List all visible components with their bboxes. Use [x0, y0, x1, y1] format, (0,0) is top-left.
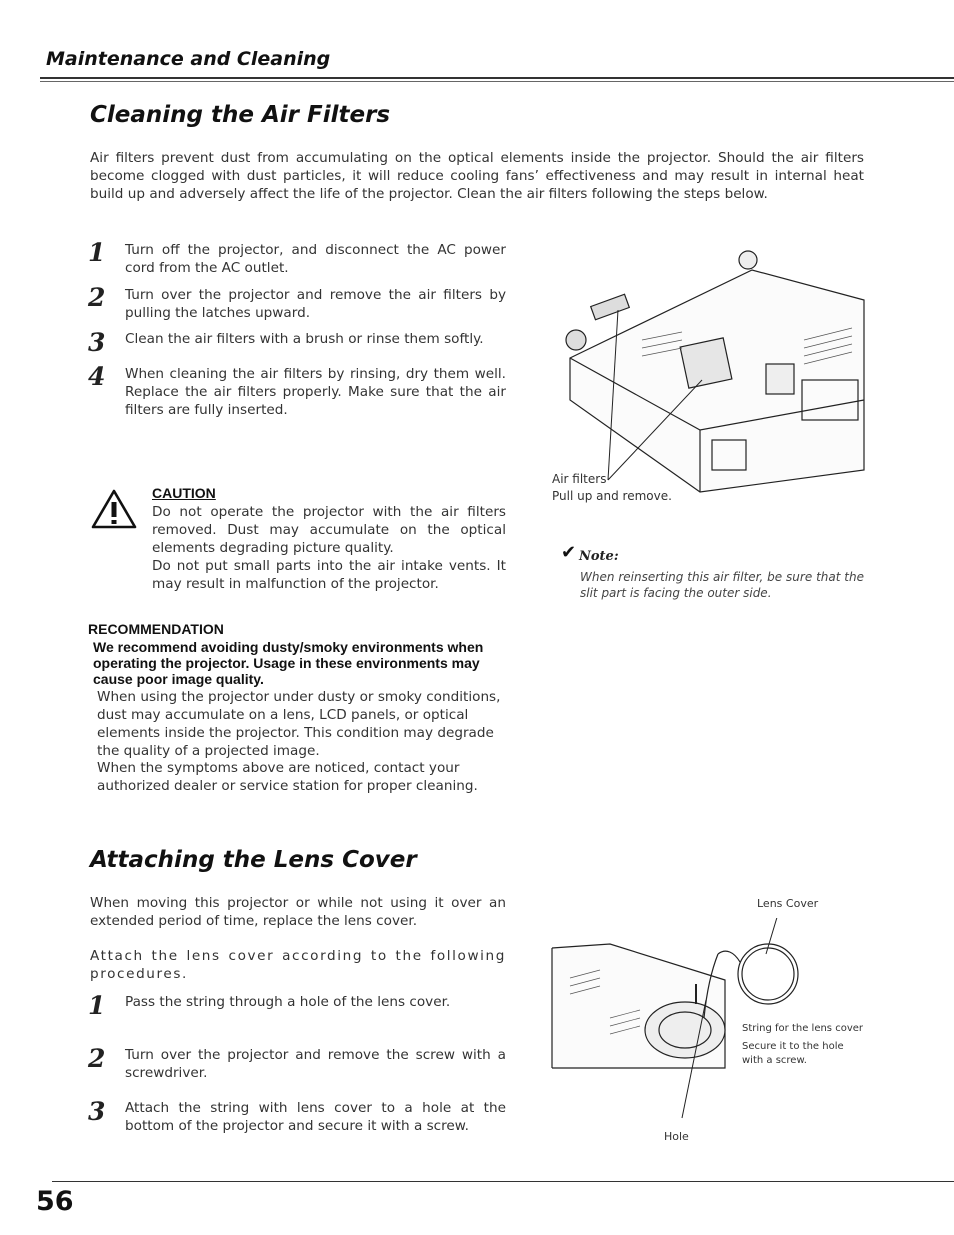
lens-intro: Attach the lens cover according to the following procedures.	[90, 948, 506, 982]
recommendation-text: When using the projector under dusty or smoky conditions, dust may accumulate on a lens, LCD panels, or optical elements inside the projector. This condition may degrade the quality of a projected image.	[97, 689, 501, 759]
lens-intro: When moving this projector or while not using it over an extended period of time, replace the lens cover.	[90, 895, 506, 929]
label-string: String for the lens cover	[742, 1023, 863, 1034]
step-text: Clean the air filters with a brush or rinse them softly.	[125, 331, 484, 347]
step-number: 2	[88, 283, 106, 312]
page-number: 56	[36, 1186, 74, 1217]
recommendation-bold: We recommend avoiding dusty/smoky environments when operating the projector. Usage in these environments may cause poor image quality.	[93, 639, 484, 687]
label-secure: Secure it to the hole with a screw.	[742, 1041, 844, 1066]
step-number: 4	[88, 362, 106, 391]
recommendation-label: RECOMMENDATION	[88, 621, 224, 637]
warning-triangle-icon	[90, 488, 138, 530]
footer-rule	[52, 1181, 954, 1182]
step-number: 2	[88, 1044, 106, 1073]
step-number: 3	[88, 1097, 106, 1126]
lens-title: Attaching the Lens Cover	[90, 847, 417, 873]
filters-intro: Air filters prevent dust from accumulating on the optical elements inside the projector. Should the air filters become clogged with dust particles, it will reduce cooling fans’ effectiveness and may result in internal heat build up and adversely affect the life of the projector. Clean the air filters following the steps below.	[90, 150, 864, 202]
step-text: When cleaning the air filters by rinsing, dry them well. Replace the air filters properly. Make sure that the air filters are fully inserted.	[125, 366, 506, 418]
caution-text: Do not operate the projector with the air filters removed. Dust may accumulate on the optical elements degrading picture quality.	[152, 504, 506, 556]
caution-text: Do not put small parts into the air intake vents. It may result in malfunction of the projector.	[152, 558, 506, 592]
figure-caption: Air filters	[552, 472, 607, 486]
step-text: Attach the string with lens cover to a hole at the bottom of the projector and secure it with a screw.	[125, 1100, 506, 1134]
step-number: 1	[88, 991, 106, 1020]
step-text: Turn off the projector, and disconnect the AC power cord from the AC outlet.	[125, 242, 506, 276]
step-number: 1	[88, 238, 106, 267]
step-text: Turn over the projector and remove the screw with a screwdriver.	[125, 1047, 506, 1081]
step-text: Pass the string through a hole of the lens cover.	[125, 994, 451, 1010]
header-rule-thin	[40, 81, 954, 82]
recommendation-text: When the symptoms above are noticed, contact your authorized dealer or service station for proper cleaning.	[97, 760, 478, 794]
figure-caption: Pull up and remove.	[552, 489, 672, 503]
projector-bottom-illustration	[552, 240, 868, 496]
section-header: Maintenance and Cleaning	[46, 48, 331, 70]
label-lens-cover: Lens Cover	[757, 897, 819, 910]
checkmark-icon: ✔	[561, 542, 577, 563]
filters-title: Cleaning the Air Filters	[90, 102, 391, 128]
note-label: Note:	[579, 549, 619, 564]
step-text: Turn over the projector and remove the air filters by pulling the latches upward.	[125, 287, 506, 321]
step-number: 3	[88, 328, 106, 357]
note-text: When reinserting this air filter, be sure that the slit part is facing the outer side.	[580, 570, 864, 600]
caution-label: CAUTION	[152, 485, 216, 501]
header-rule	[40, 77, 954, 79]
label-hole: Hole	[664, 1130, 689, 1143]
